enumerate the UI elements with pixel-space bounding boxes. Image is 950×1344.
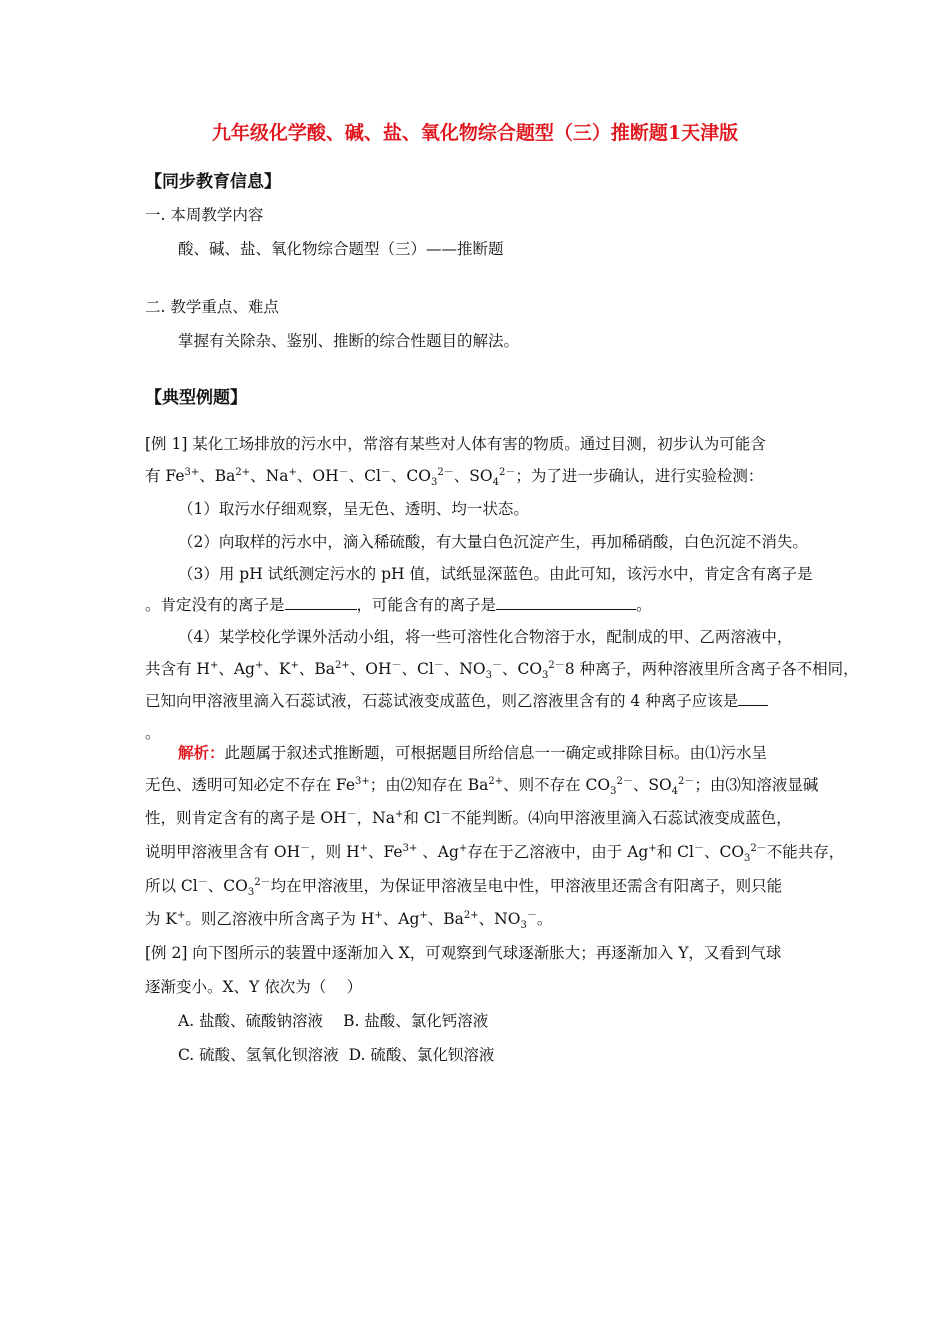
- analysis-line-6: 为 K+。则乙溶液中所含离子为 H+、Ag+、$Ba^{2+}$、$NO_3^-$。: [145, 909, 553, 932]
- item-teaching-content-label: 一. 本周教学内容: [145, 206, 264, 224]
- section-heading-sync-info: 【同步教育信息】: [145, 172, 281, 192]
- example1-step4-question: 已知向甲溶液里滴入石蕊试液，石蕊试液变成蓝色，则乙溶液里含有的 4 种离子应该是: [145, 691, 768, 711]
- analysis-line-2: 无色、透明可知必定不存在 $Fe^{3+}$；由⑵知存在 $Ba^{2+}$、则不存在 $CO_3^{2-}$、$SO_4^{2-}$；由⑶知溶液显碱: [145, 775, 819, 798]
- answer-blank: [496, 595, 636, 610]
- example2-line-1: [例 2] 向下图所示的装置中逐渐加入 X，可观察到气球逐渐胀大；再逐渐加入 Y，又看到气球: [145, 944, 782, 962]
- analysis-line-1: 解析：此题属于叙述式推断题，可根据题目所给信息一一确定或排除目标。由⑴污水呈: [178, 743, 768, 762]
- example1-ions-line: 有 $Fe^{3+}$、$Ba^{2+}$、Na+、OH－、Cl－、$CO_3^{2-}$、$SO_4^{2-}$；为了进一步确认，进行实验检测：: [145, 466, 764, 489]
- example1-step4: （4）某学校化学课外活动小组，将一些可溶性化合物溶于水，配制成的甲、乙两溶液中，: [178, 628, 793, 646]
- item-teaching-content-text: 酸、碱、盐、氧化物综合题型（三）——推断题: [178, 240, 504, 258]
- example1-intro: [例 1] 某化工场排放的污水中，常溶有某些对人体有害的物质。通过目测，初步认为可能含: [145, 435, 766, 453]
- example1-step3: （3）用 pH 试纸测定污水的 pH 值，试纸显深蓝色。由此可知，该污水中，肯定含有离子是: [178, 565, 813, 583]
- option-b: B. 盐酸、氯化钙溶液: [343, 1012, 489, 1030]
- item-key-points-text: 掌握有关除杂、鉴别、推断的综合性题目的解法。: [178, 332, 520, 350]
- section-heading-examples: 【典型例题】: [145, 388, 247, 408]
- document-title: 九年级化学酸、碱、盐、氧化物综合题型（三）推断题1天津版: [211, 122, 739, 144]
- example1-step1: （1）取污水仔细观察，呈无色、透明、均一状态。: [178, 500, 529, 518]
- example1-step4-ions: 共含有 H+、Ag+、K+、$Ba^{2+}$、OH－、Cl－、$NO_3^-$、$CO_3^{2-}8$ 种离子，两种溶液里所含离子各不相同，: [145, 659, 859, 682]
- item-key-points-label: 二. 教学重点、难点: [145, 298, 279, 316]
- analysis-line-3: 性，则肯定含有的离子是 OH－，Na+和 Cl－不能判断。⑷向甲溶液里滴入石蕊试液变成蓝色，: [145, 808, 792, 827]
- analysis-label: 解析：: [178, 743, 225, 762]
- example2-options-ab: [178, 1011, 488, 1031]
- option-d: D. 硫酸、氯化钡溶液: [348, 1046, 495, 1064]
- example1-step3-blanks: 。肯定没有的离子是 ，可能含有的离子是 。: [145, 596, 652, 614]
- example1-step2: （2）向取样的污水中，滴入稀硫酸，有大量白色沉淀产生，再加稀硝酸，白色沉淀不消失。: [178, 533, 808, 551]
- answer-blank: [285, 595, 357, 610]
- example2-options-cd: [178, 1045, 494, 1065]
- option-c: C. 硫酸、氢氧化钡溶液: [178, 1046, 339, 1064]
- answer-blank: [738, 691, 768, 706]
- analysis-line-4: 说明甲溶液里含有 OH－，则 H+、$Fe^{3+}$ 、Ag+存在于乙溶液中，由于 Ag+和 Cl－、$CO_3^{2-}$不能共存，: [145, 842, 845, 865]
- example2-line-2: 逐渐变小。X、Y 依次为（ ）: [145, 978, 363, 996]
- example1-step4-end: 。: [145, 724, 161, 742]
- option-a: A. 盐酸、硫酸钠溶液: [178, 1012, 324, 1030]
- analysis-line-5: 所以 Cl－、$CO_3^{2-}$均在甲溶液里，为保证甲溶液呈电中性，甲溶液里还需含有阳离子，则只能: [145, 876, 783, 899]
